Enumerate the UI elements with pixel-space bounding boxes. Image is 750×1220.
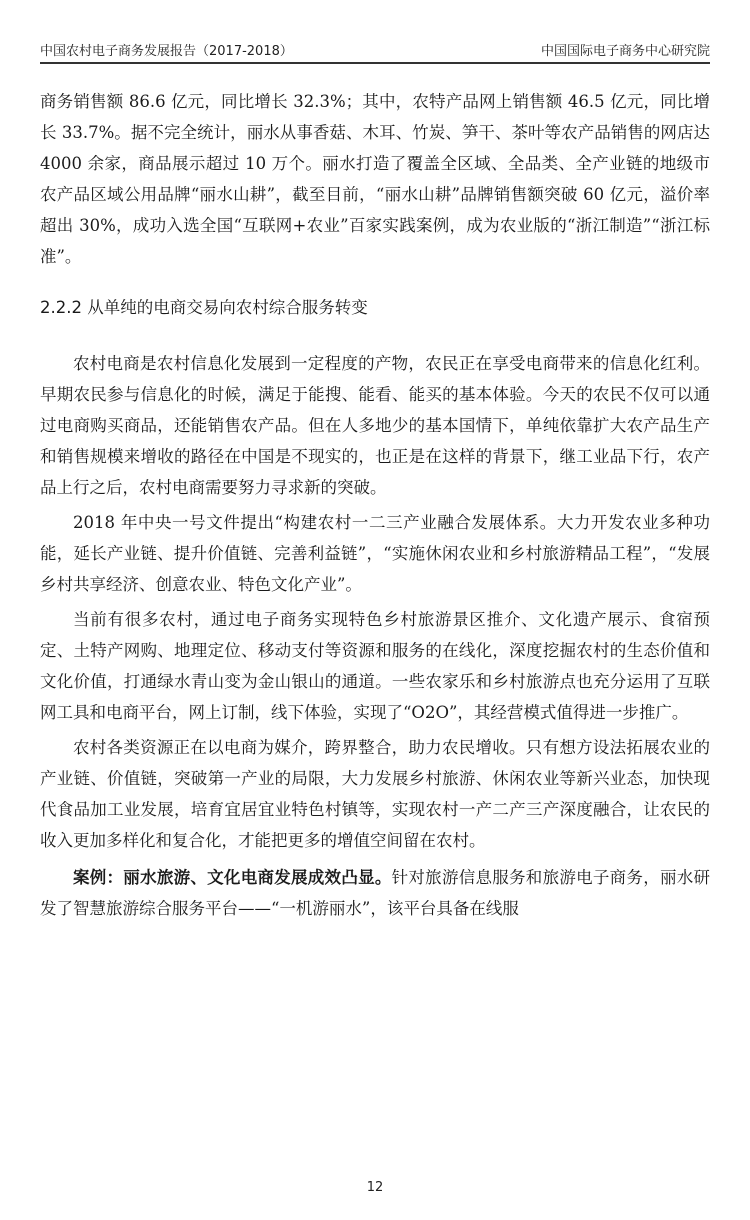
body-paragraph: 当前有很多农村，通过电子商务实现特色乡村旅游景区推介、文化遗产展示、食宿预定、土特产网购、地理定位、移动支付等资源和服务的在线化，深度挖掘农村的生态价值和文化价值，打通绿水青山变为金山银山的通道。一些农家乐和乡村旅游点也充分运用了互联网工具和电商平台，网上订制，线下体验，实现了“O2O”，其经营模式值得进一步推广。 bbox=[40, 610, 710, 722]
page-header bbox=[40, 36, 710, 60]
header-institution: 中国国际电子商务中心研究院 bbox=[540, 44, 710, 59]
body-paragraph: 2018 年中央一号文件提出“构建农村一二三产业融合发展体系。大力开发农业多种功能，延长产业链、提升价值链、完善利益链”，“实施休闲农业和乡村旅游精品工程”，“发展乡村共享经济、创意农业、特色文化产业”。 bbox=[40, 513, 710, 594]
header-divider bbox=[40, 62, 710, 64]
body-paragraph: 农村各类资源正在以电商为媒介，跨界整合，助力农民增收。只有想方设法拓展农业的产业链、价值链，突破第一产业的局限，大力发展乡村旅游、休闲农业等新兴业态，加快现代食品加工业发展，培育宜居宜业特色村镇等，实现农村一产二产三产深度融合，让农民的收入更加多样化和复合化，才能把更多的增值空间留在农村。 bbox=[40, 738, 710, 850]
header-report-title: 中国农村电子商务发展报告（2017-2018） bbox=[40, 44, 293, 59]
body-paragraph: 农村电商是农村信息化发展到一定程度的产物，农民正在享受电商带来的信息化红利。早期农民参与信息化的时候，满足于能搜、能看、能买的基本体验。今天的农民不仅可以通过电商购买商品，还能销售农产品。但在人多地少的基本国情下，单纯依靠扩大农产品生产和销售规模来增收的路径在中国是不现实的，也正是在这样的背景下，继工业品下行，农产品上行之后，农村电商需要努力寻求新的突破。 bbox=[40, 354, 710, 497]
case-body: 针对旅游信息服务和旅游电子商务，丽水研发了智慧旅游综合服务平台——“一机游丽水”，该平台具备在线服 bbox=[40, 868, 711, 918]
section-heading: 2.2.2 从单纯的电商交易向农村综合服务转变 bbox=[40, 298, 368, 317]
page-number: 12 bbox=[366, 1180, 384, 1195]
case-lead: 案例：丽水旅游、文化电商发展成效凸显。 bbox=[73, 868, 392, 887]
case-paragraph bbox=[40, 862, 710, 924]
intro-paragraph: 商务销售额 86.6 亿元，同比增长 32.3%；其中，农特产品网上销售额 46.5 亿元，同比增长 33.7%。据不完全统计，丽水从事香菇、木耳、竹炭、笋干、茶叶等农产品销售的网店达 4000 余家，商品展示超过 10 万个。丽水打造了覆盖全区域、全品类、全产业链的地级市农产品区域公用品牌“丽水山耕”，截至目前，“丽水山耕”品牌销售额突破 60 亿元，溢价率超出 30%，成功入选全国“互联网+农业”百家实践案例，成为农业版的“浙江制造”“浙江标准”。 bbox=[40, 92, 710, 266]
page-body bbox=[40, 86, 710, 924]
